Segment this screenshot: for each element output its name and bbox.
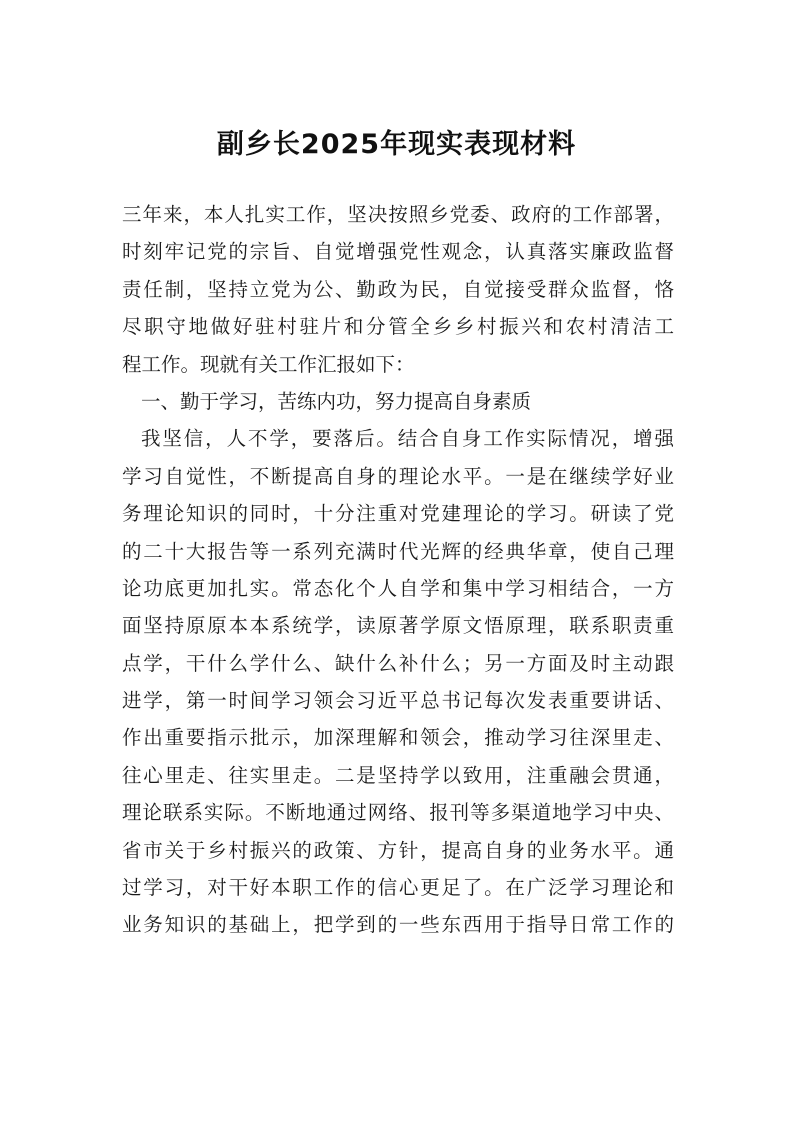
- body-line: 作出重要指示批示，加深理解和领会，推动学习往深里走、: [122, 726, 674, 750]
- document-title: 副乡长2025年现实表现材料: [216, 129, 577, 160]
- body-line: 论功底更加扎实。常态化个人自学和集中学习相结合，一方: [122, 576, 674, 600]
- document-body: [122, 196, 674, 944]
- body-line: 往心里走、往实里走。二是坚持学以致用，注重融会贯通，: [122, 763, 674, 787]
- body-line: 务理论知识的同时，十分注重对党建理论的学习。研读了党: [122, 502, 674, 526]
- body-line: 面坚持原原本本系统学，读原著学原文悟原理，联系职责重: [122, 614, 674, 638]
- body-line: 理论联系实际。不断地通过网络、报刊等多渠道地学习中央、: [122, 801, 674, 825]
- body-line: 时刻牢记党的宗旨、自觉增强党性观念，认真落实廉政监督: [122, 240, 674, 264]
- body-line: 尽职守地做好驻村驻片和分管全乡乡村振兴和农村清洁工: [122, 315, 674, 339]
- body-line: 责任制，坚持立党为公、勤政为民，自觉接受群众监督，恪: [122, 277, 674, 301]
- body-line: 三年来，本人扎实工作，坚决按照乡党委、政府的工作部署，: [122, 203, 674, 226]
- body-line: 业务知识的基础上，把学到的一些东西用于指导日常工作的: [122, 913, 674, 937]
- body-line: 学习自觉性，不断提高自身的理论水平。一是在继续学好业: [122, 464, 674, 488]
- body-line: 进学，第一时间学习领会习近平总书记每次发表重要讲话、: [122, 689, 674, 713]
- section-heading: 一、勤于学习，苦练内功，努力提高自身素质: [141, 389, 532, 413]
- body-line: 过学习，对干好本职工作的信心更足了。在广泛学习理论和: [122, 876, 674, 900]
- body-line: 省市关于乡村振兴的政策、方针，提高自身的业务水平。通: [122, 838, 674, 862]
- body-line: 的二十大报告等一系列充满时代光辉的经典华章，使自己理: [122, 539, 674, 563]
- paragraph-first-line: 我坚信，人不学，要落后。结合自身工作实际情况，增强: [141, 427, 674, 451]
- body-line: 点学，干什么学什么、缺什么补什么；另一方面及时主动跟: [122, 651, 674, 675]
- body-line: 程工作。现就有关工作汇报如下：: [122, 352, 415, 376]
